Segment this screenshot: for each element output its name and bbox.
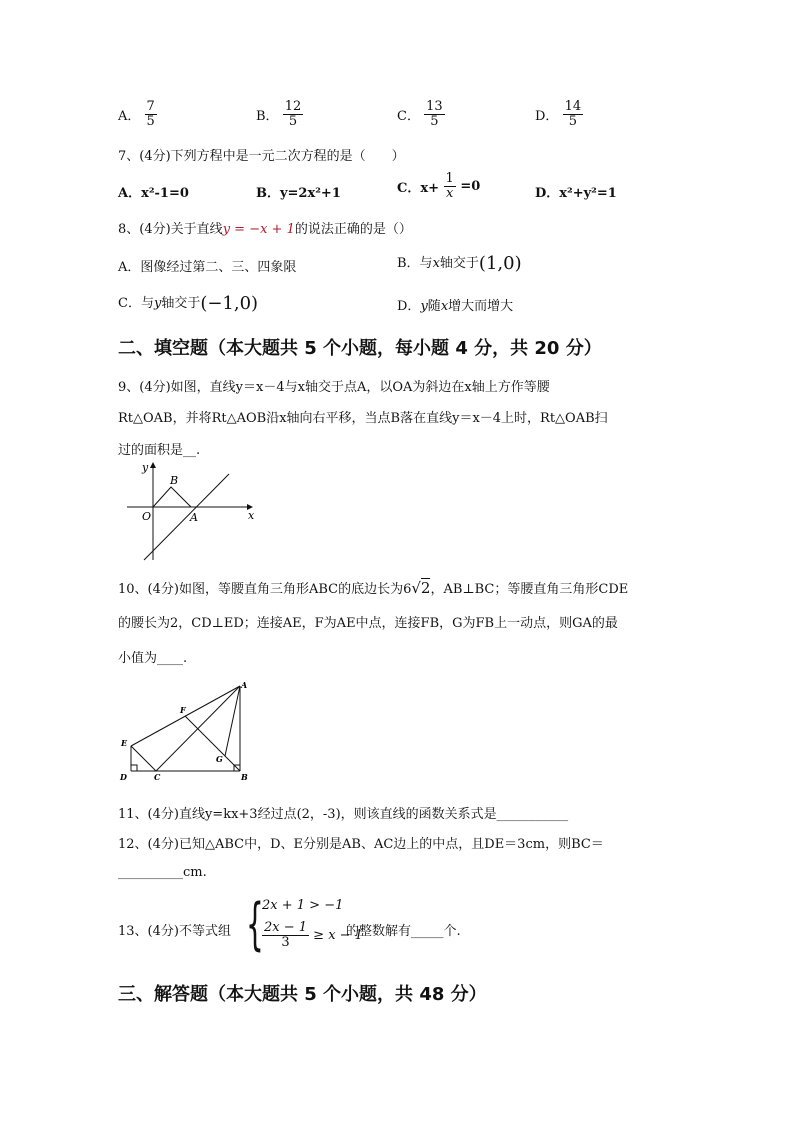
q6-d-fraction <box>563 100 584 129</box>
q13-ineq2-rest: ≥ x − 1 <box>313 928 363 943</box>
q10-label-f: F <box>180 705 186 715</box>
q13-ineq2-numerator: 2x − 1 <box>264 920 308 935</box>
q13-ineq2-fraction <box>262 921 309 950</box>
q11-text: 11、(4分)直线y=kx+3经过点(2，-3)，则该直线的函数关系式是___________ <box>118 807 569 822</box>
q9-label-y: y <box>142 461 149 474</box>
q13-brace: { <box>246 892 264 957</box>
q10-sqrt: √2 <box>411 579 431 597</box>
q9-label-x: x <box>248 509 255 522</box>
q10-sqrt-value: 2 <box>420 579 431 597</box>
q9-triangle-oab <box>153 487 191 507</box>
q6-option-b <box>256 100 303 129</box>
q8-d-suffix: 增大而增大 <box>448 299 514 314</box>
q13-inequality-1: 2x + 1 > −1 <box>262 898 344 913</box>
q6-option-d <box>535 100 583 129</box>
q12-line-2: __________cm. <box>118 865 207 880</box>
q8-b-axis-text: 轴交于 <box>439 256 479 271</box>
q6-c-denominator: 5 <box>424 114 445 129</box>
section-3-title: 三、解答题（本大题共 5 个小题，共 48 分） <box>118 984 487 1005</box>
q10-label-g: G <box>216 754 223 764</box>
q6-c-numerator: 13 <box>426 99 443 114</box>
q8-c-point: (−1,0) <box>200 293 259 314</box>
q10-label-a: A <box>241 680 248 690</box>
q9-line-1: 9、(4分)如图，直线y＝x－4与x轴交于点A，以OA为斜边在x轴上方作等腰 <box>118 380 550 395</box>
section-2-title: 二、填空题（本大题共 5 个小题，每小题 4 分，共 20 分） <box>118 338 602 359</box>
q8-c-prefix: C．与 <box>118 296 154 311</box>
q8-stem-prefix: 8、(4分)关于直线 <box>118 222 223 237</box>
q10-figure <box>115 678 255 783</box>
q6-b-fraction <box>283 100 304 129</box>
q8-b-prefix: B．与 <box>397 256 433 271</box>
q6-a-fraction <box>145 100 157 129</box>
q10-line-1 <box>118 578 628 597</box>
q7-c-suffix: =0 <box>460 179 481 194</box>
q10-line-3: 小值为____. <box>118 651 188 666</box>
q7-option-c <box>397 172 480 201</box>
q13-prefix: 13、(4分)不等式组 <box>118 924 231 939</box>
q7-stem: 7、(4分)下列方程中是一元二次方程的是（ ） <box>118 149 405 164</box>
q8-line-formula: y = −x + 1 <box>222 222 295 237</box>
q8-option-a: A．图像经过第二、三、四象限 <box>118 260 297 275</box>
q10-line-1-prefix: 10、(4分)如图，等腰直角三角形ABC的底边长为6 <box>118 582 412 597</box>
q10-label-d: D <box>120 772 127 782</box>
q9-label-b: B <box>170 474 179 487</box>
q10-segment-ag <box>225 686 240 756</box>
q7-c-prefix: C．x+ <box>397 181 439 196</box>
q7-c-fraction <box>444 172 456 201</box>
q8-b-variable: x <box>432 256 440 271</box>
q8-d-variable-y: y <box>420 299 428 314</box>
q13-suffix: 的整数解有_____个. <box>346 924 461 939</box>
q6-b-label: B． <box>256 109 279 124</box>
q6-b-denominator: 5 <box>283 114 304 129</box>
q9-figure <box>122 460 262 565</box>
q7-option-b: B．y=2x²+1 <box>256 186 341 201</box>
q7-c-denominator: x <box>444 186 456 201</box>
q6-c-fraction <box>424 100 445 129</box>
q12-line-1: 12、(4分)已知△ABC中，D、E分别是AB、AC边上的中点，且DE＝3cm，则BC＝ <box>118 837 604 852</box>
q6-b-numerator: 12 <box>284 99 302 114</box>
q10-label-c: C <box>154 772 161 782</box>
q8-d-mid: 随 <box>427 299 441 314</box>
q6-c-label: C． <box>397 109 420 124</box>
q8-stem <box>118 218 412 237</box>
q8-option-c <box>118 292 258 314</box>
q8-option-d <box>397 295 513 314</box>
q10-segment-ec <box>131 746 156 771</box>
q10-line-2: 的腰长为2，CD⊥ED；连接AE，F为AE中点，连接FB，G为FB上一动点，则GA的最 <box>118 616 618 631</box>
q10-label-e: E <box>121 738 128 748</box>
q6-option-a <box>118 100 157 129</box>
q8-option-b <box>397 252 522 274</box>
q7-option-d: D．x²+y²=1 <box>535 186 617 201</box>
q10-right-angle-d <box>131 765 137 771</box>
q9-line-3: 过的面积是__. <box>118 443 201 458</box>
q6-d-label: D． <box>535 109 559 124</box>
q6-a-label: A． <box>118 109 141 124</box>
q8-c-axis-text: 轴交于 <box>161 296 201 311</box>
q6-option-c <box>397 100 445 129</box>
q13-ineq2-denominator: 3 <box>262 935 309 950</box>
q7-option-a: A．x²-1=0 <box>118 186 189 201</box>
q9-y-arrow <box>150 462 156 468</box>
q6-a-numerator: 7 <box>146 99 155 114</box>
q8-stem-suffix: 的说法正确的是（） <box>294 222 412 237</box>
q8-d-prefix: D． <box>397 299 421 314</box>
q6-a-denominator: 5 <box>146 114 155 129</box>
q9-label-o: O <box>142 510 152 523</box>
q9-line-y-eq-x-minus-4 <box>144 474 229 560</box>
q8-c-variable: y <box>153 296 162 311</box>
q9-line-2: Rt△OAB，并将Rt△AOB沿x轴向右平移，当点B落在直线y＝x－4上时，Rt△OAB扫 <box>118 411 608 426</box>
q9-label-a: A <box>190 511 198 524</box>
q10-line-1-suffix: ，AB⊥BC；等腰直角三角形CDE <box>430 582 629 597</box>
q6-d-numerator: 14 <box>564 99 582 114</box>
q8-b-point: (1,0) <box>478 253 522 274</box>
q7-c-numerator: 1 <box>445 171 454 186</box>
q6-d-denominator: 5 <box>563 114 584 129</box>
q8-d-variable-x: x <box>440 299 449 314</box>
q10-label-b: B <box>241 772 248 782</box>
